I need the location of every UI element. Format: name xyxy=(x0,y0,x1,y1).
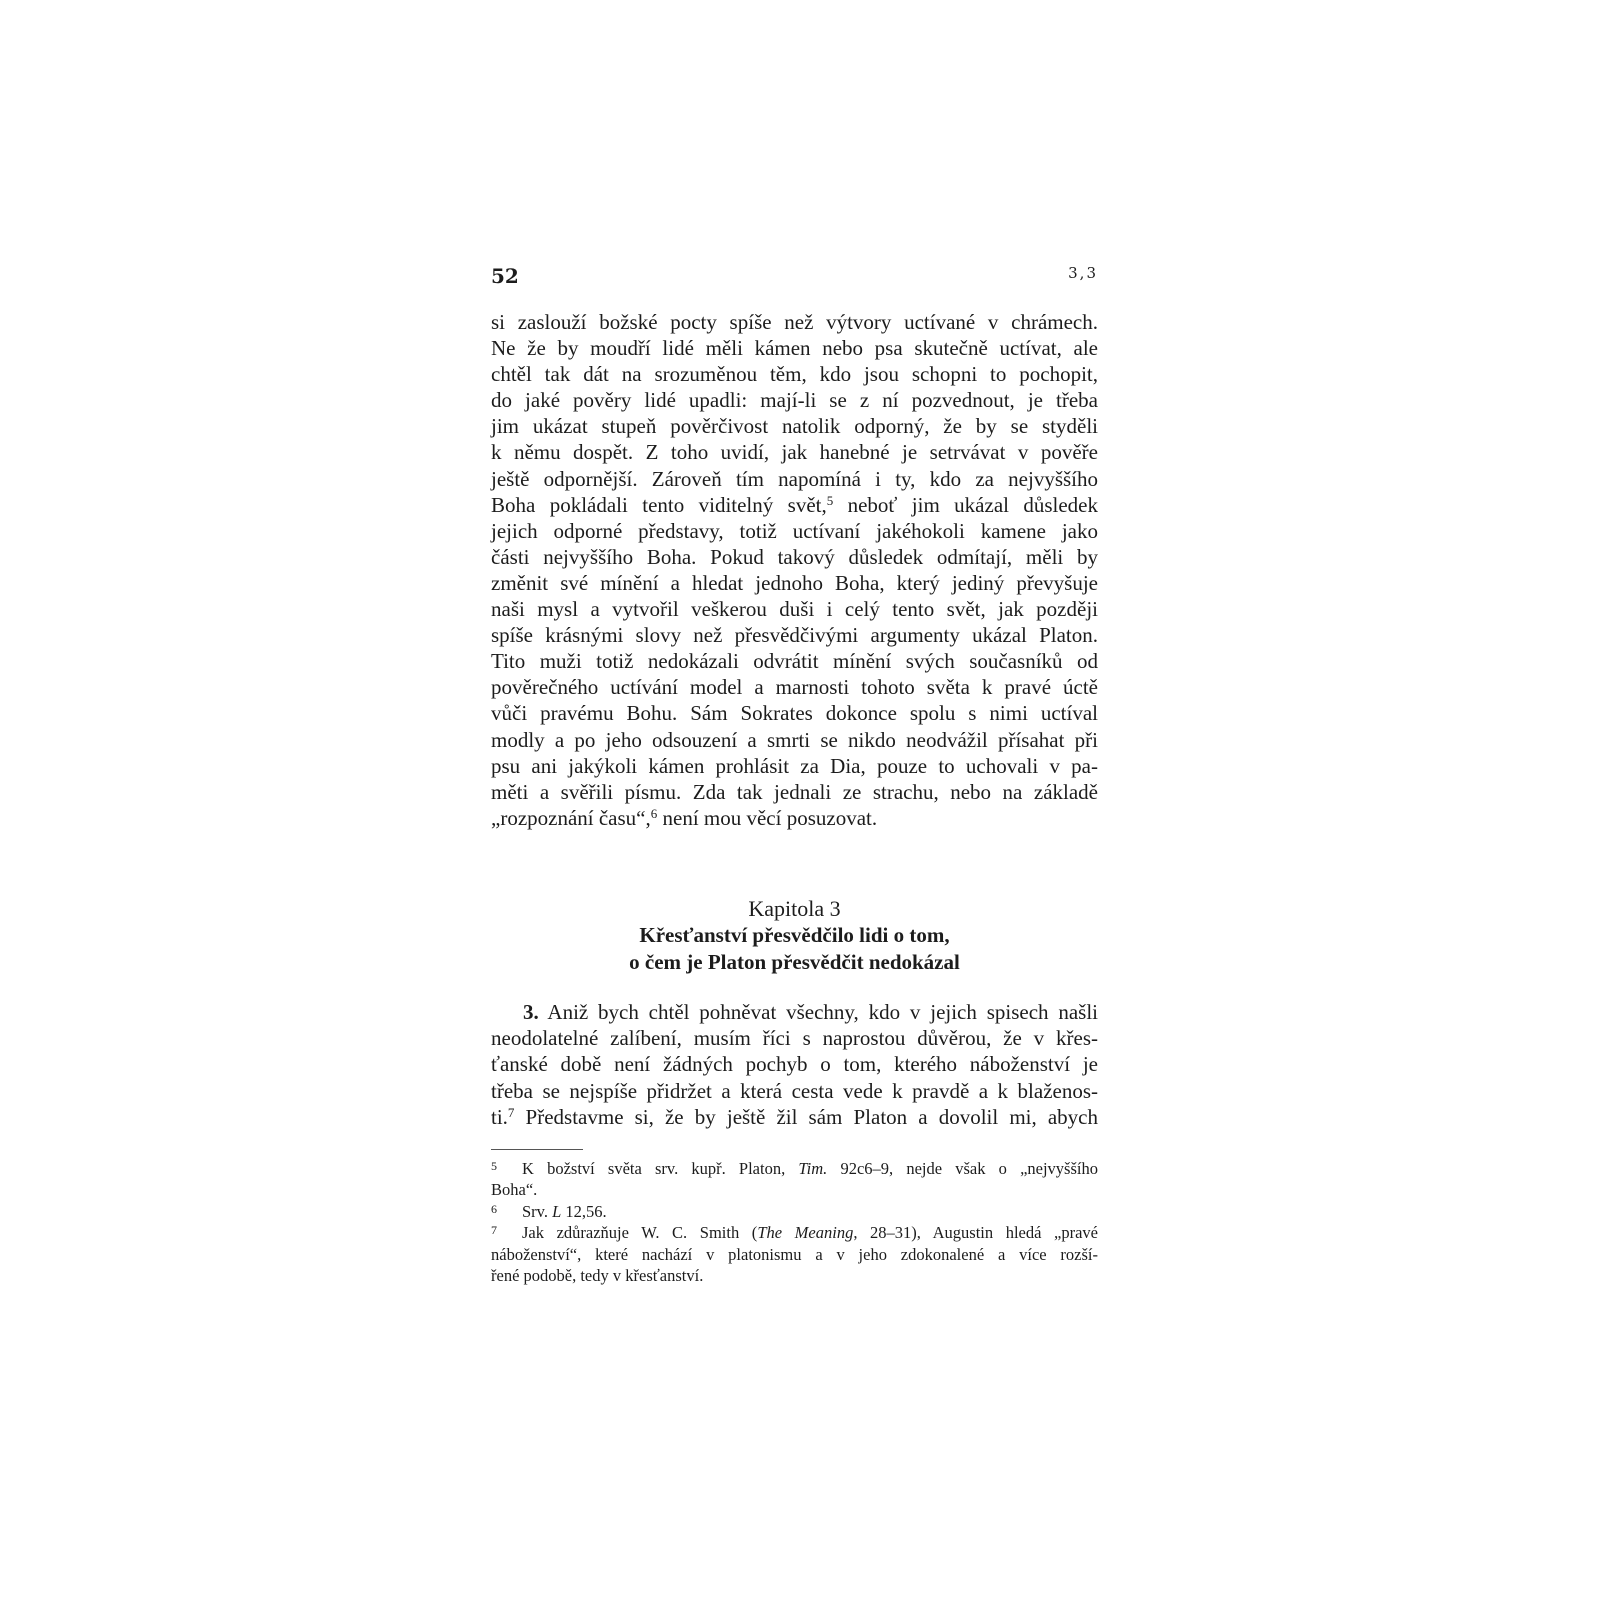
text-line: pověrečného uctívání model a marnosti tohoto světa k pravé úctě xyxy=(491,675,1098,700)
text-line: k němu dospět. Z toho uvidí, jak hanebné je setrvávat v pověře xyxy=(491,440,1098,465)
text-line: Tito muži totiž nedokázali odvrátit mínění svých současníků od xyxy=(491,649,1098,674)
text-line: si zaslouží božské pocty spíše než výtvory uctívané v chrámech. xyxy=(491,310,1098,334)
chapter-title-line: o čem je Platon přesvědčit nedokázal xyxy=(629,950,960,974)
footnote-5: 5 K božství světa srv. kupř. Platon, Tim. 92c6–9, nejde však o „nejvyššího xyxy=(491,1159,1098,1178)
footnote-ref-6: 6 xyxy=(650,805,658,821)
text-line xyxy=(491,999,1098,1025)
footnote-7: 7 Jak zdůrazňuje W. C. Smith (The Meaning, 28–31), Augustin hledá „pravé xyxy=(491,1223,1099,1243)
text-line: měti a svěřili písmu. Zda tak jednali ze strachu, nebo na základě xyxy=(491,779,1098,804)
text-line: do jaké pověry lidé upadli: mají-li se z ní pozvednout, je třeba xyxy=(491,388,1098,413)
body-text xyxy=(491,309,1098,831)
text-line: neodolatelné zalíbení, musím říci s naprostou důvěrou, že v křes- xyxy=(491,1026,1098,1051)
text-line: modly a po jeho odsouzení a smrti se nikdo neodvážil přísahat při xyxy=(491,727,1098,752)
footnotes xyxy=(491,1158,1098,1286)
text-line: jim ukázat stupeň pověrčivost natolik odporný, že by se styděli xyxy=(491,414,1098,439)
text-line: ještě odpornější. Zároveň tím napomíná i ty, kdo za nejvyššího xyxy=(491,466,1098,491)
footnote-text: 12,56. xyxy=(561,1201,607,1221)
text-line xyxy=(491,492,1098,518)
page-header xyxy=(491,264,1098,294)
chapter-label: Kapitola 3 xyxy=(748,896,841,921)
text-line xyxy=(491,1104,1098,1130)
footnote-6: 6 Srv. L 12,56. xyxy=(491,1201,607,1221)
footnote-text: Srv. xyxy=(522,1201,553,1221)
footnote-italic: L xyxy=(552,1201,562,1221)
footnote-italic: The Meaning xyxy=(757,1223,854,1243)
text-line: části nejvyššího Boha. Pokud takový důsledek odmítají, měli by xyxy=(491,544,1098,569)
text-line: Ne že by moudří lidé měli kámen nebo psa skutečně uctívat, ale xyxy=(491,336,1098,361)
text-line: ťanské době není žádných pochyb o tom, kterého náboženství je xyxy=(491,1052,1098,1077)
text-fragment: „rozpoznání času“, xyxy=(491,805,651,830)
running-head: 3,3 xyxy=(1068,264,1098,282)
text-line: spíše krásnými slovy než přesvědčivými argumenty ukázal Platon. xyxy=(491,623,1098,648)
chapter-heading xyxy=(491,895,1098,976)
text-fragment: ti. xyxy=(491,1104,508,1129)
text-line xyxy=(491,805,1098,831)
footnote-text: 92c6–9, nejde však o „nejvyššího xyxy=(827,1159,1098,1178)
text-line: jejich odporné představy, totiž uctívaní jakéhokoli kamene jako xyxy=(491,518,1098,543)
footnote-text: K božství světa srv. kupř. Platon, xyxy=(522,1159,799,1178)
text-line: třeba se nejspíše přidržet a která cesta vede k pravdě a k blaženos- xyxy=(491,1078,1098,1103)
footnote-5-cont: Boha“. xyxy=(491,1180,538,1200)
footnote-italic: Tim. xyxy=(798,1159,828,1178)
chapter-title-line: Křesťanství přesvědčilo lidi o tom, xyxy=(639,923,950,947)
footnote-text: Jak zdůrazňuje W. C. Smith ( xyxy=(522,1223,758,1243)
text-fragment: Představme si, že by ještě žil sám Platon a dovolil mi, abych xyxy=(514,1104,1098,1129)
section-text xyxy=(491,999,1098,1130)
page-number: 52 xyxy=(491,264,519,288)
text-line: psu ani jakýkoli kámen prohlásit za Dia, pouze to uchovali v pa- xyxy=(491,753,1098,778)
text-line: chtěl tak dát na srozuměnou těm, kdo jsou schopni to pochopit, xyxy=(491,362,1098,387)
text-line: naši mysl a vytvořil veškerou duši i celý tento svět, jak později xyxy=(491,597,1098,622)
footnote-7-cont: řené podobě, tedy v křesťanství. xyxy=(491,1266,704,1286)
text-line: vůči pravému Bohu. Sám Sokrates dokonce spolu s nimi uctíval xyxy=(491,701,1098,726)
footnote-separator xyxy=(491,1149,583,1150)
footnote-ref-7: 7 xyxy=(507,1104,515,1120)
footnote-7-cont: náboženství“, které nachází v platonismu a v jeho zdokonalené a více rozší- xyxy=(491,1244,1098,1264)
text-fragment: Aniž bych chtěl pohněvat všechny, kdo v jejich spisech našli xyxy=(547,1000,1098,1024)
text-fragment: neboť jim ukázal důsledek xyxy=(833,492,1098,517)
text-fragment: není mou věcí posuzovat. xyxy=(657,805,878,830)
footnote-text: , 28–31), Augustin hledá „pravé xyxy=(853,1223,1099,1243)
footnote-ref-5: 5 xyxy=(826,492,834,508)
text-fragment: Boha pokládali tento viditelný svět, xyxy=(491,492,827,517)
text-line: změnit své mínění a hledat jednoho Boha, který jediný převyšuje xyxy=(491,570,1098,595)
section-number: 3. xyxy=(523,1000,539,1024)
